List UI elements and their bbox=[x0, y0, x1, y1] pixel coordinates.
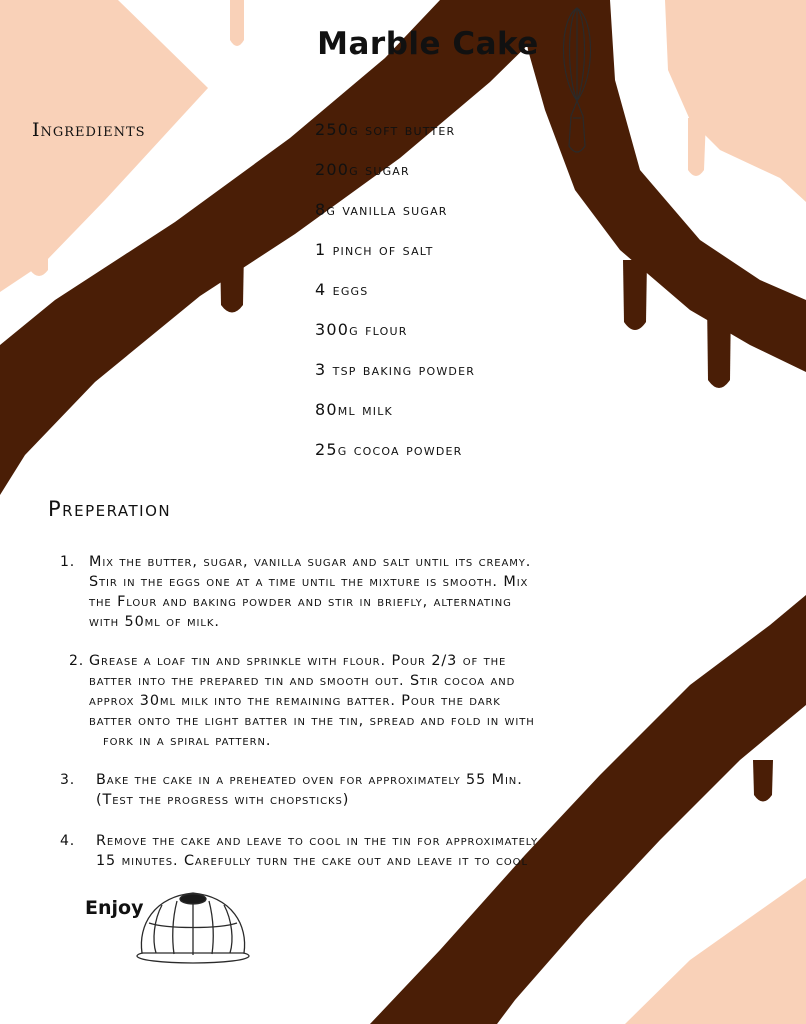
step-line: approx 30ml milk into the remaining batter. Pour the dark bbox=[89, 693, 501, 709]
preparation-heading: Preperation bbox=[48, 497, 172, 521]
ingredient-item: 3 tsp baking powder bbox=[315, 360, 476, 379]
cream-drip bbox=[688, 118, 706, 176]
ingredient-item: 200g sugar bbox=[315, 160, 410, 179]
step-line: Mix the butter, sugar, vanilla sugar and salt until its creamy. bbox=[89, 554, 532, 570]
step-number: 4. bbox=[60, 833, 76, 849]
ingredients-list bbox=[315, 120, 475, 480]
step-line: (Test the progress with chopsticks) bbox=[96, 792, 350, 808]
chocolate-drip bbox=[623, 260, 647, 330]
step-line: with 50ml of milk. bbox=[89, 614, 220, 630]
ingredient-item: 8g vanilla sugar bbox=[315, 200, 448, 219]
ingredients-heading: Ingredients bbox=[32, 119, 146, 141]
ingredient-item: 300g flour bbox=[315, 320, 408, 339]
enjoy-label: Enjoy bbox=[85, 897, 144, 919]
ingredient-item: 80ml milk bbox=[315, 400, 393, 419]
cream-drip bbox=[30, 255, 48, 276]
step-line: Stir in the eggs one at a time until the mixture is smooth. Mix bbox=[89, 574, 529, 590]
step-line: 15 minutes. Carefully turn the cake out and leave it to cool bbox=[96, 853, 528, 869]
ingredient-item: 4 eggs bbox=[315, 280, 369, 299]
step-line: batter onto the light batter in the tin, spread and fold in with bbox=[89, 713, 535, 729]
step-line: fork in a spiral pattern. bbox=[103, 733, 272, 749]
step-line: Remove the cake and leave to cool in the tin for approximately bbox=[96, 833, 538, 849]
step-number: 3. bbox=[60, 772, 76, 788]
chocolate-drip bbox=[220, 250, 244, 313]
page-title: Marble Cake bbox=[317, 26, 539, 62]
chocolate-drip bbox=[707, 300, 731, 388]
ingredient-item: 1 pinch of salt bbox=[315, 240, 434, 259]
ingredient-item: 250g soft butter bbox=[315, 120, 456, 139]
chocolate-drip bbox=[753, 760, 773, 802]
step-number: 1. bbox=[60, 554, 76, 570]
step-line: the Flour and baking powder and stir in briefly, alternating bbox=[89, 594, 512, 610]
step-line: batter into the prepared tin and smooth out. Stir cocoa and bbox=[89, 673, 516, 689]
step-number: 2. bbox=[69, 653, 85, 669]
cream-stripe-bottom-right bbox=[625, 878, 806, 1024]
step-line: Grease a loaf tin and sprinkle with flour. Pour 2/3 of the bbox=[89, 653, 507, 669]
bundt-cake-icon bbox=[132, 885, 254, 965]
step-line: Bake the cake in a preheated oven for approximately 55 Min. bbox=[96, 772, 523, 788]
ingredient-item: 25g cocoa powder bbox=[315, 440, 463, 459]
